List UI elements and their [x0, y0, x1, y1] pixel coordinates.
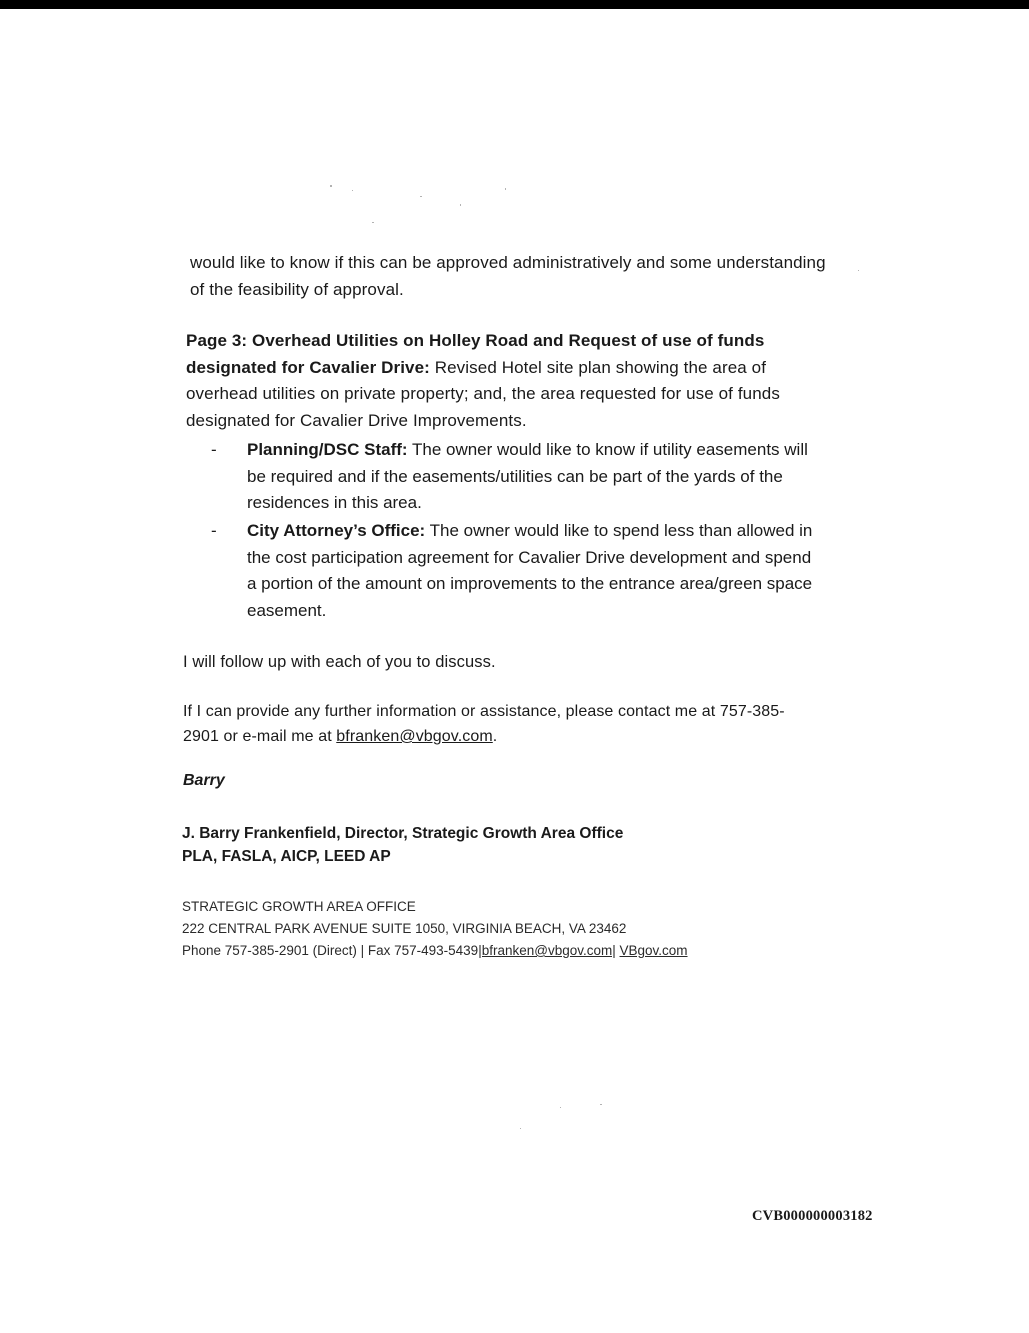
scan-top-border	[0, 0, 1029, 9]
scan-speck	[420, 196, 422, 197]
page3-paragraph	[186, 328, 836, 434]
scan-speck	[858, 270, 859, 271]
contact-text: If I can provide any further information or assistance, please contact me at 757-385-	[183, 703, 785, 720]
contact-text-line2: 2901 or e-mail me at	[183, 728, 337, 745]
bullet-dash: -	[211, 440, 217, 459]
bullet-label: Planning/DSC Staff:	[247, 440, 408, 459]
bullet-text: The owner would like to know if utility easements will be required and if the easements/utilities can be part of the yards of the residences in this area.	[247, 440, 808, 512]
scan-speck	[352, 190, 353, 191]
page3-body: Revised Hotel site plan showing the area of overhead utilities on private property; and, the area requested for use of funds designated for Cavalier Drive Improvements.	[186, 357, 780, 430]
scan-speck	[520, 1128, 521, 1129]
office-website-link[interactable]: VBgov.com	[619, 943, 688, 958]
office-name: STRATEGIC GROWTH AREA OFFICE	[182, 899, 416, 914]
contact-paragraph	[183, 699, 823, 749]
signature-title: J. Barry Frankenfield, Director, Strategic Growth Area Office	[182, 825, 624, 842]
page3-heading: Page 3: Overhead Utilities on Holley Road and Request of use of funds designated for Cavalier Drive:	[186, 331, 765, 377]
bullet-dash: -	[211, 521, 217, 540]
contact-period: .	[492, 728, 498, 745]
office-email-link[interactable]: |bfranken@vbgov.com|	[478, 943, 616, 958]
bullet-planning-dsc-staff	[211, 437, 822, 517]
bullet-city-attorney	[211, 518, 822, 624]
bullet-text: The owner would like to spend less than allowed in the cost participation agreement for Cavalier Drive development and spend a portion of the amount on improvements to the entrance area/green space easement.	[247, 521, 813, 620]
paragraph-continuation: would like to know if this can be approved administratively and some understanding of the feasibility of approval.	[190, 253, 826, 299]
scan-speck	[560, 1107, 561, 1108]
bullet-label: City Attorney’s Office:	[247, 521, 426, 540]
follow-up-text: I will follow up with each of you to discuss.	[183, 653, 496, 671]
bates-number: CVB000000003182	[752, 1208, 873, 1224]
scan-speck	[372, 222, 374, 223]
scan-speck	[460, 204, 461, 206]
email-link[interactable]: bfranken@vbgov.com	[336, 728, 493, 745]
signature-credentials: PLA, FASLA, AICP, LEED AP	[182, 848, 391, 865]
scan-speck	[600, 1104, 602, 1105]
office-contact-line	[182, 940, 688, 962]
scan-speck	[505, 188, 506, 190]
signature-block	[182, 822, 623, 868]
office-phone-fax: Phone 757-385-2901 (Direct) | Fax 757-493-5439	[182, 943, 479, 958]
office-address: 222 CENTRAL PARK AVENUE SUITE 1050, VIRGINIA BEACH, VA 23462	[182, 921, 627, 936]
scan-speck	[330, 185, 332, 187]
office-info	[182, 896, 688, 962]
signature: Barry	[183, 772, 225, 789]
